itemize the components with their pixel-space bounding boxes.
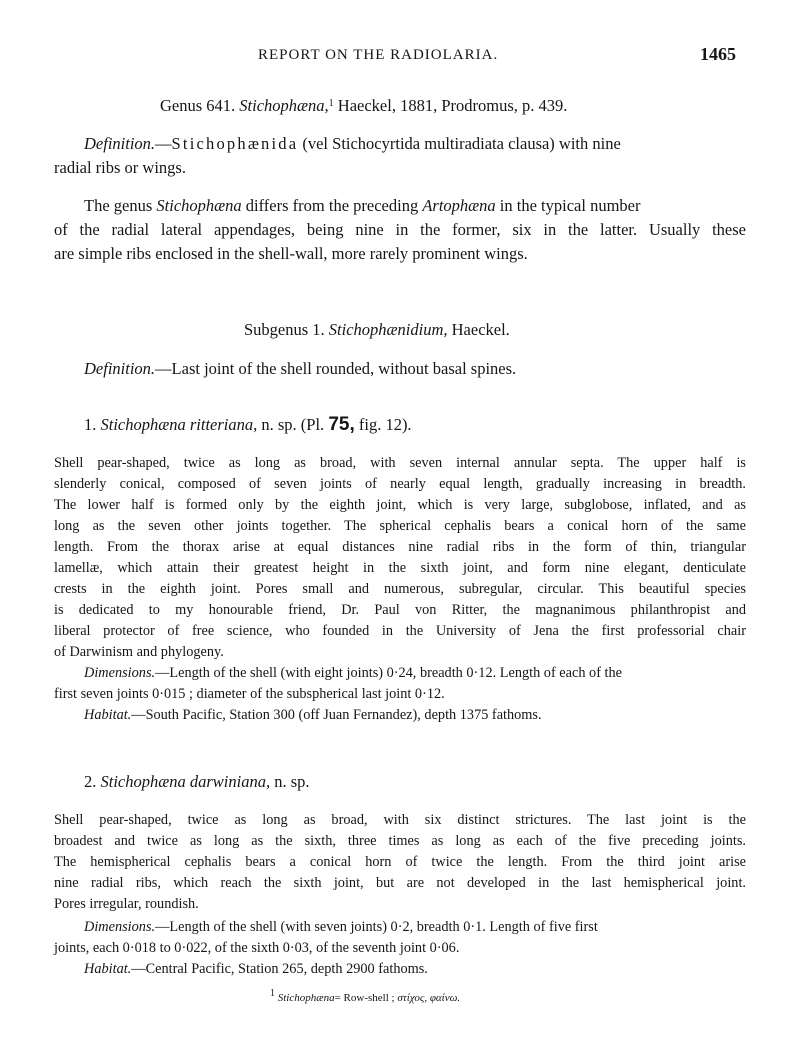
genus-definition-line-2: radial ribs or wings. (54, 158, 186, 177)
family-name-spaced: Stichophænida (171, 134, 299, 153)
paragraph-line: broadest and twice as long as the sixth, three times as long as each of the five preceding joints. (54, 833, 746, 849)
paragraph-line: long as the seven other joints together. The spherical cephalis bears a conical horn of the same (54, 518, 746, 534)
species-1-dimensions: Dimensions.—Length of the shell (with eight joints) 0·24, breadth 0·12. Length of each of the (84, 665, 623, 681)
paragraph-line: length. From the thorax arise at equal distances nine radial ribs in the form of thin, triangular (54, 539, 746, 555)
paragraph-line: liberal protector of free science, who founded in the University of Jena the first professorial chair (54, 623, 746, 639)
species-1-name: Stichophæna ritteriana, (100, 415, 258, 434)
definition-label: Definition. (84, 134, 156, 153)
intro-line-1: The genus Stichophæna differs from the preceding Artophæna in the typical number (84, 196, 641, 215)
paragraph-line: The lower half is formed only by the eighth joint, which is very large, subglobose, inflated, and as (54, 497, 746, 513)
subgenus-name: Stichophænidium, (328, 320, 448, 339)
species-1-habitat: Habitat.—South Pacific, Station 300 (off Juan Fernandez), depth 1375 fathoms. (84, 707, 542, 723)
paragraph-line: The hemispherical cephalis bears a conical horn of twice the length. From the third joint arise (54, 854, 746, 870)
intro-line-2: of the radial lateral appendages, being nine in the former, six in the latter. Usually these (54, 220, 746, 239)
paragraph-line: lamellæ, which attain their greatest height in the sixth joint, and form nine elegant, denticulate (54, 560, 746, 576)
genus-name: Stichophæna, (239, 96, 329, 115)
greek-etymology: στίχος, φαίνω. (397, 992, 461, 1004)
paragraph-line: Shell pear-shaped, twice as long as broad, with seven internal annular septa. The upper half is (54, 455, 746, 471)
species-1-dimensions-cont: first seven joints 0·015 ; diameter of the subspherical last joint 0·12. (54, 686, 445, 702)
paragraph-line: nine radial ribs, which reach the sixth joint, but are not developed in the last hemispherical joint. (54, 875, 746, 891)
footnote-mark: 1 (270, 988, 275, 999)
paragraph-line: is dedicated to my honourable friend, Dr. Paul von Ritter, the magnanimous philanthropist and (54, 602, 746, 618)
species-1-heading: 1. Stichophæna ritteriana, n. sp. (Pl. 75, fig. 12). (84, 414, 412, 435)
subgenus-heading: Subgenus 1. Stichophænidium, Haeckel. (244, 320, 510, 339)
paragraph-line: crests in the eighth joint. Pores small and numerous, subregular, circular. This beautiful species (54, 581, 746, 597)
running-title: REPORT ON THE RADIOLARIA. (258, 47, 499, 63)
species-2-dimensions: Dimensions.—Length of the shell (with seven joints) 0·2, breadth 0·1. Length of five first (84, 919, 598, 935)
footnote: $^1$ Stichophæna= Row-shell ; στίχος, φαίνω. (270, 988, 461, 1004)
genus-heading: Genus 641. Stichophæna,$^1$ Haeckel, 1881, Prodromus, p. 439. (160, 96, 568, 115)
species-2-heading: 2. Stichophæna darwiniana, n. sp. (84, 772, 310, 791)
species-2-name: Stichophæna darwiniana, (100, 772, 271, 791)
plate-number: 75, (328, 414, 355, 435)
genus-definition-line-1: Definition.—Stichophænida (vel Stichocyrtida multiradiata clausa) with nine (84, 134, 621, 153)
paragraph-line: Shell pear-shaped, twice as long as broad, with six distinct strictures. The last joint is the (54, 812, 746, 828)
species-2-habitat: Habitat.—Central Pacific, Station 265, depth 2900 fathoms. (84, 961, 428, 977)
footnote-reference: 1 (328, 98, 334, 109)
paragraph-line: of Darwinism and phylogeny. (54, 644, 224, 660)
intro-line-3: are simple ribs enclosed in the shell-wall, more rarely prominent wings. (54, 244, 528, 263)
paragraph-line: slenderly conical, composed of seven joints of nearly equal length, gradually increasing in breadth. (54, 476, 746, 492)
page-number: 1465 (700, 44, 736, 64)
paragraph-line: Pores irregular, roundish. (54, 896, 199, 912)
species-2-dimensions-cont: joints, each 0·018 to 0·022, of the sixth 0·03, of the seventh joint 0·06. (54, 940, 460, 956)
subgenus-definition: Definition.—Last joint of the shell rounded, without basal spines. (84, 359, 517, 378)
